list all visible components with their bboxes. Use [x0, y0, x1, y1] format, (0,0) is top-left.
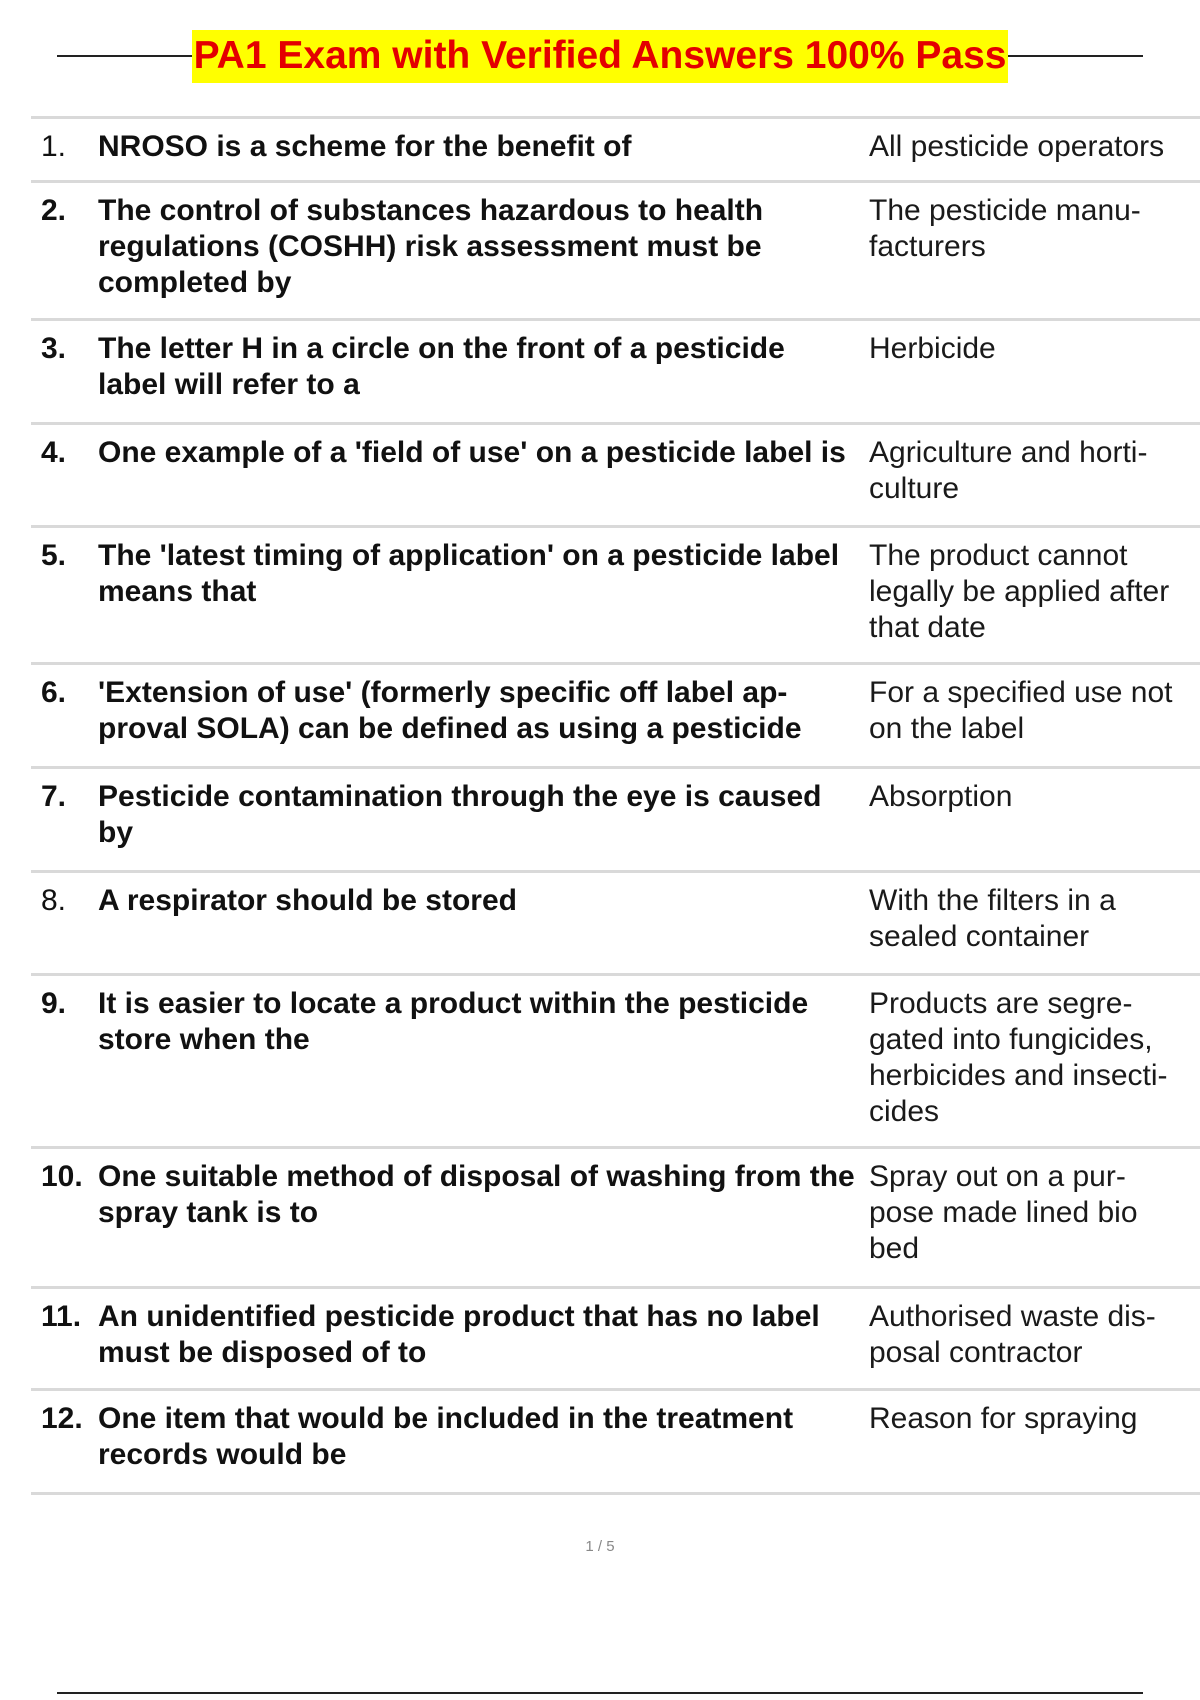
qa-row-1 [31, 119, 1200, 183]
qa-table [31, 116, 1200, 1495]
qa-answer: Products are segre-gated into fungicides, herbicides and insecti-cides [869, 987, 1168, 1128]
qa-number: 3. [41, 332, 67, 365]
qa-answer: Reason for spraying [869, 1402, 1138, 1435]
qa-number: 5. [41, 539, 67, 572]
qa-answer: The pesticide manu-facturers [869, 194, 1141, 263]
qa-number: 12. [41, 1402, 83, 1435]
qa-answer: Agriculture and horti-culture [869, 436, 1148, 505]
qa-question: It is easier to locate a product within the pesticide store when the [98, 987, 809, 1056]
qa-answer: Authorised waste dis-posal contractor [869, 1300, 1156, 1369]
qa-row-11 [31, 1289, 1200, 1391]
title-row [57, 28, 1143, 84]
qa-number: 2. [41, 194, 67, 227]
qa-row-8 [31, 873, 1200, 976]
qa-answer: Herbicide [869, 332, 996, 365]
title-rule-right [1008, 55, 1143, 57]
qa-question: NROSO is a scheme for the benefit of [98, 130, 632, 163]
qa-number: 1. [41, 130, 67, 163]
qa-question: One item that would be included in the treatment records would be [98, 1402, 794, 1471]
qa-question: An unidentified pesticide product that has no label must be disposed of to [98, 1300, 820, 1369]
qa-question: One example of a 'field of use' on a pesticide label is [98, 436, 846, 469]
page-number: 1 / 5 [585, 1538, 615, 1555]
qa-answer: All pesticide operators [869, 130, 1165, 163]
qa-question: One suitable method of disposal of washing from the spray tank is to [98, 1160, 855, 1229]
qa-row-9 [31, 976, 1200, 1149]
qa-row-6 [31, 665, 1200, 769]
qa-question: A respirator should be stored [98, 884, 517, 917]
qa-question: Pesticide contamination through the eye is caused by [98, 780, 822, 849]
qa-row-3 [31, 321, 1200, 425]
qa-question: The control of substances hazardous to health regulations (COSHH) risk assessment must be completed by [98, 194, 764, 299]
qa-question: 'Extension of use' (formerly specific off label ap-proval SOLA) can be defined as using a pesticide [98, 676, 802, 745]
qa-answer: The product cannot legally be applied after that date [869, 539, 1170, 644]
qa-number: 8. [41, 884, 67, 917]
qa-number: 9. [41, 987, 67, 1020]
title-rule-left [57, 55, 192, 57]
qa-question: The letter H in a circle on the front of a pesticide label will refer to a [98, 332, 785, 401]
document-title: PA1 Exam with Verified Answers 100% Pass [192, 30, 1009, 83]
qa-number: 10. [41, 1160, 83, 1193]
qa-question: The 'latest timing of application' on a pesticide label means that [98, 539, 840, 608]
qa-number: 11. [41, 1300, 82, 1333]
qa-row-5 [31, 528, 1200, 665]
qa-number: 6. [41, 676, 67, 709]
qa-answer: With the filters in a sealed container [869, 884, 1116, 953]
qa-answer: Absorption [869, 780, 1013, 813]
qa-answer: Spray out on a pur-pose made lined bio bed [869, 1160, 1138, 1265]
qa-row-10 [31, 1149, 1200, 1289]
qa-row-7 [31, 769, 1200, 873]
qa-number: 7. [41, 780, 67, 813]
footer-rule [57, 1692, 1143, 1694]
qa-row-12 [31, 1391, 1200, 1495]
qa-row-2 [31, 183, 1200, 321]
qa-number: 4. [41, 436, 67, 469]
qa-answer: For a specified use not on the label [869, 676, 1173, 745]
qa-row-4 [31, 425, 1200, 528]
